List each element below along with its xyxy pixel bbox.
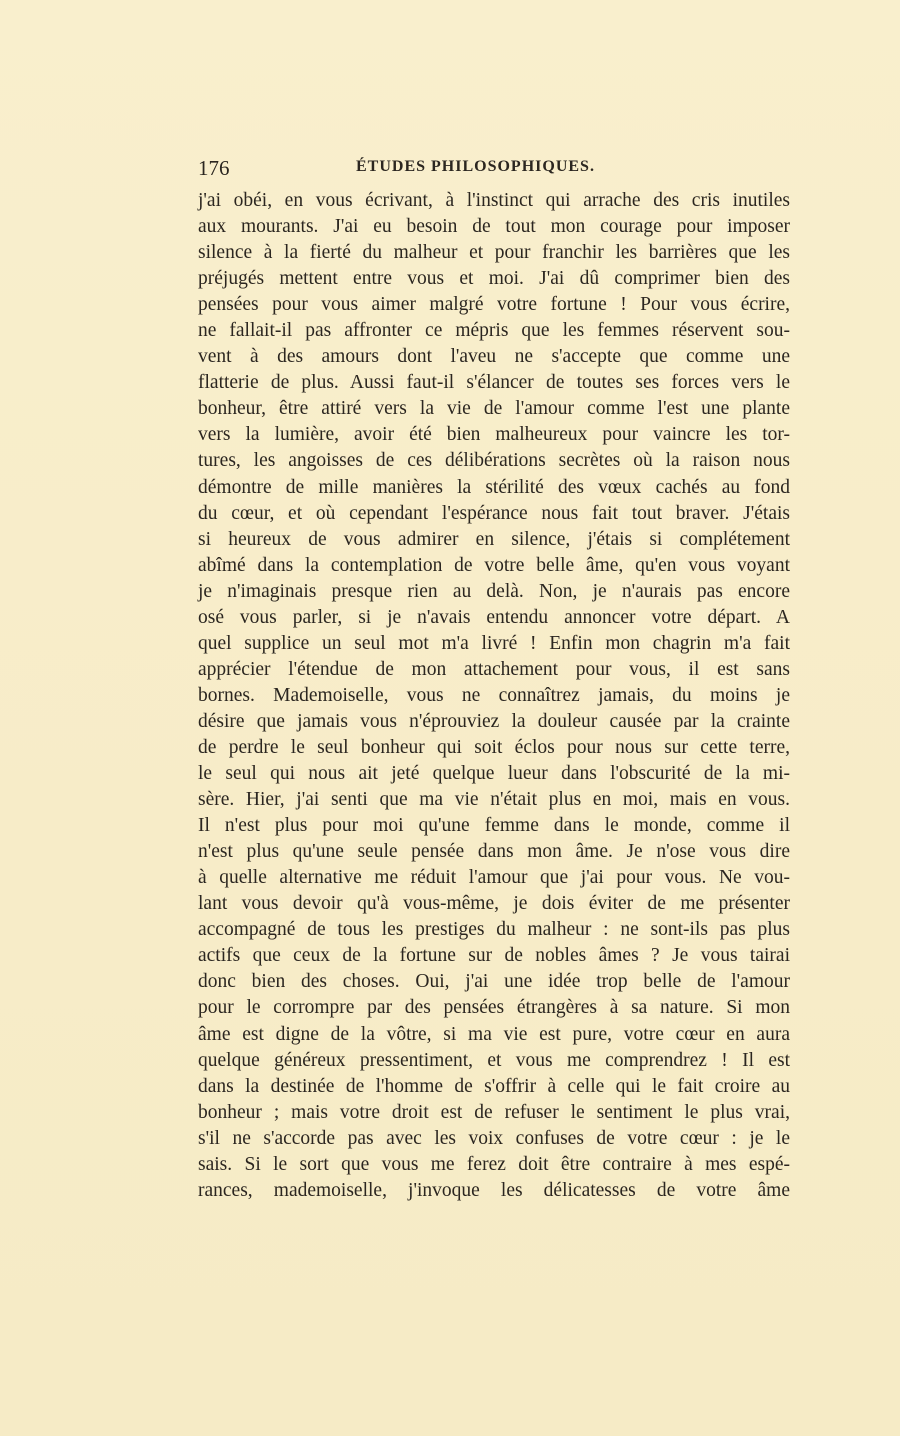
text-line: âme est digne de la vôtre, si ma vie est pure, votre cœur en aura [198, 1023, 790, 1045]
text-line: j'ai obéi, en vous écrivant, à l'instinct qui arrache des cris inutiles [198, 190, 790, 211]
text-line: donc bien des choses. Oui, j'ai une idée trop belle de l'amour [198, 971, 790, 993]
body-text [198, 188, 790, 1204]
text-line: démontre de mille manières la stérilité des vœux cachés au fond [198, 476, 790, 498]
text-line: n'est plus qu'une seule pensée dans mon âme. Je n'ose vous dire [198, 841, 790, 863]
text-line: vers la lumière, avoir été bien malheureux pour vaincre les tor- [198, 424, 790, 446]
text-line: accompagné de tous les prestiges du malheur : ne sont-ils pas plus [198, 919, 790, 941]
text-line: préjugés mettent entre vous et moi. J'ai dû comprimer bien des [198, 268, 790, 290]
text-line: sais. Si le sort que vous me ferez doit être contraire à mes espé- [198, 1153, 790, 1175]
page-number: 176 [198, 156, 230, 180]
text-line: actifs que ceux de la fortune sur de nobles âmes ? Je vous tairai [198, 945, 790, 967]
text-line: Il n'est plus pour moi qu'une femme dans le monde, comme il [198, 815, 790, 837]
text-line: bonheur, être attiré vers la vie de l'amour comme l'est une plante [198, 398, 790, 420]
text-line: quelque généreux pressentiment, et vous me comprendrez ! Il est [198, 1049, 790, 1071]
text-line: si heureux de vous admirer en silence, j'étais si complétement [198, 528, 790, 550]
text-line: quel supplice un seul mot m'a livré ! Enfin mon chagrin m'a fait [198, 632, 790, 654]
text-line: ne fallait-il pas affronter ce mépris que les femmes réservent sou- [198, 320, 790, 342]
text-line: le seul qui nous ait jeté quelque lueur dans l'obscurité de la mi- [198, 763, 790, 785]
text-line: du cœur, et où cependant l'espérance nous fait tout braver. J'étais [198, 502, 790, 524]
text-line: de perdre le seul bonheur qui soit éclos pour nous sur cette terre, [198, 736, 790, 758]
text-line: dans la destinée de l'homme de s'offrir à celle qui le fait croire au [198, 1075, 790, 1097]
text-line: bonheur ; mais votre droit est de refuser le sentiment le plus vrai, [198, 1101, 790, 1123]
text-line: à quelle alternative me réduit l'amour que j'ai pour vous. Ne vou- [198, 867, 790, 889]
text-line: s'il ne s'accorde pas avec les voix confuses de votre cœur : je le [198, 1127, 790, 1149]
text-line: aux mourants. J'ai eu besoin de tout mon courage pour imposer [198, 216, 790, 238]
text-line: lant vous devoir qu'à vous-même, je dois éviter de me présenter [198, 893, 790, 915]
text-line: pour le corrompre par des pensées étrangères à sa nature. Si mon [198, 997, 790, 1019]
text-line: pensées pour vous aimer malgré votre fortune ! Pour vous écrire, [198, 294, 790, 316]
text-line: bornes. Mademoiselle, vous ne connaîtrez jamais, du moins je [198, 684, 790, 706]
running-title: ÉTUDES PHILOSOPHIQUES. [356, 158, 595, 175]
text-line: apprécier l'étendue de mon attachement pour vous, il est sans [198, 658, 790, 680]
text-line: sère. Hier, j'ai senti que ma vie n'était plus en moi, mais en vous. [198, 789, 790, 811]
text-line: je n'imaginais presque rien au delà. Non, je n'aurais pas encore [198, 580, 790, 602]
page-header [198, 156, 790, 184]
text-line: tures, les angoisses de ces délibérations secrètes où la raison nous [198, 450, 790, 472]
text-line: flatterie de plus. Aussi faut-il s'élancer de toutes ses forces vers le [198, 372, 790, 394]
text-line: silence à la fierté du malheur et pour franchir les barrières que les [198, 242, 790, 264]
text-line: désire que jamais vous n'éprouviez la douleur causée par la crainte [198, 710, 790, 732]
text-line: rances, mademoiselle, j'invoque les délicatesses de votre âme [198, 1179, 790, 1201]
text-line: osé vous parler, si je n'avais entendu annoncer votre départ. A [198, 606, 790, 628]
text-line: abîmé dans la contemplation de votre belle âme, qu'en vous voyant [198, 554, 790, 576]
text-line: vent à des amours dont l'aveu ne s'accepte que comme une [198, 346, 790, 368]
